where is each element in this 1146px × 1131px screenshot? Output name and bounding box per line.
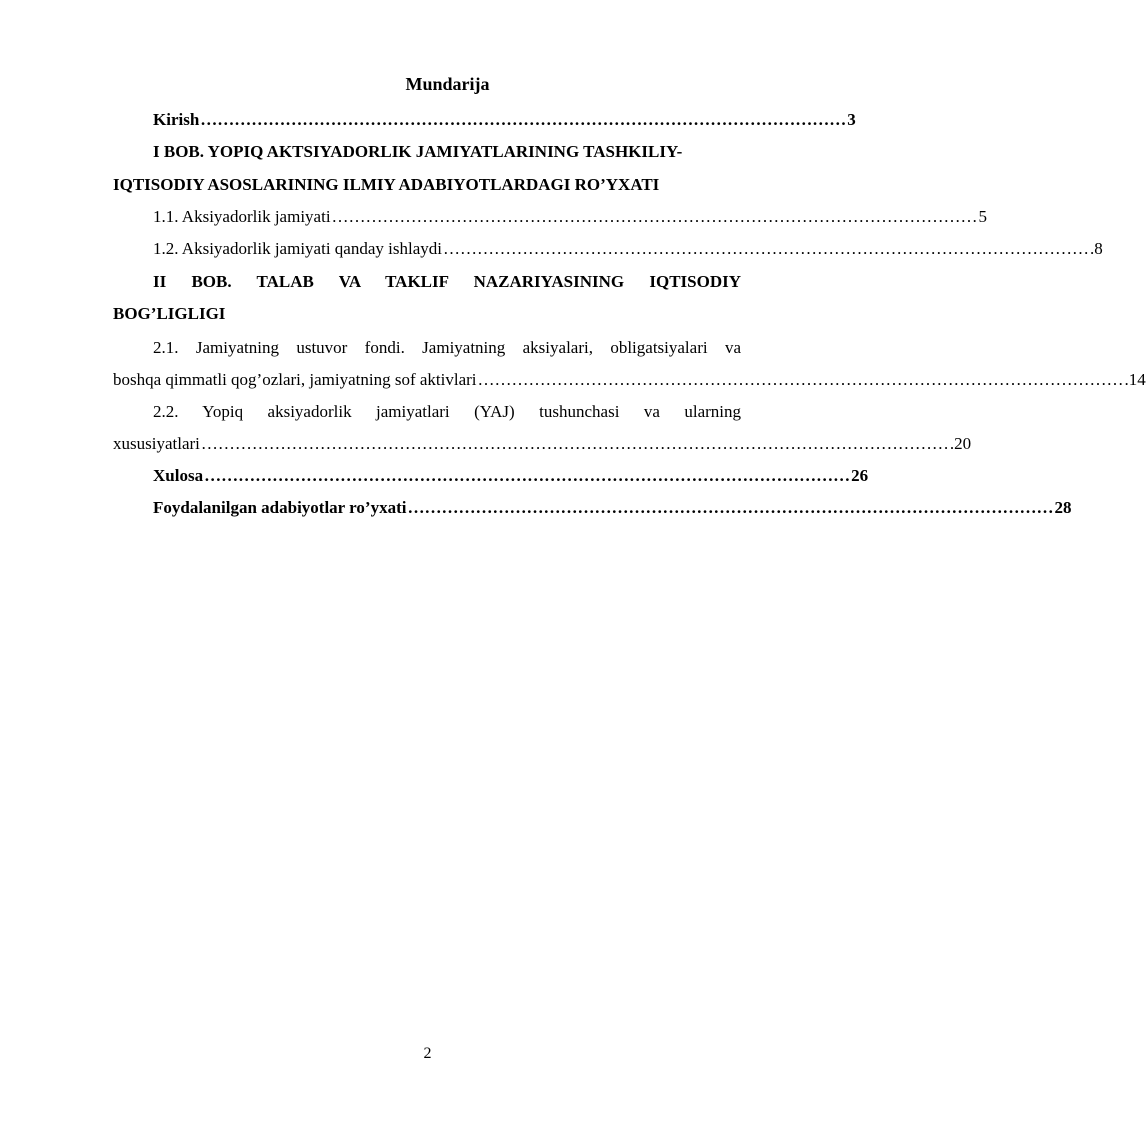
- toc-entry-2-1-line1[interactable]: 2.1. Jamiyatning ustuvor fondi. Jamiyatning aksiyalari, obligatsiyalari va: [153, 338, 741, 357]
- toc-entry-xulosa[interactable]: [113, 464, 869, 488]
- toc-entry-label: Kirish: [153, 110, 200, 129]
- toc-page-number: 28: [1054, 498, 1072, 517]
- toc-page-number: .14: [1124, 370, 1146, 389]
- page-number: 2: [423, 1045, 432, 1062]
- toc-chapter2-line1[interactable]: II BOB. TALAB VA TAKLIF NAZARIYASINING IQTISODIY: [153, 272, 741, 291]
- dot-leader: ……………………………………………………………………………………………………: [407, 498, 1054, 517]
- toc-chapter1-line2[interactable]: IQTISODIY ASOSLARINING ILMIY ADABIYOTLARDAGI RO’YXATI: [113, 175, 660, 194]
- dot-leader: ……………………………………………………………………………………………………: [477, 370, 1124, 389]
- dot-leader: ……………………………………………………………………………………………………: [331, 207, 978, 226]
- dot-leader: ……………………………………………………………………………………………………: [200, 110, 847, 129]
- toc-entry-label: Xulosa: [153, 466, 204, 485]
- toc-page-number: .8: [1089, 239, 1103, 258]
- toc-title: Mundarija: [405, 74, 490, 94]
- toc-entry-label: boshqa qimmatli qog’ozlari, jamiyatning sof aktivlari: [113, 370, 477, 389]
- dot-leader: ……………………………………………………………………………………………………: [204, 466, 851, 485]
- dot-leader: ……………………………………………………………………………………………………………………: [200, 434, 949, 453]
- toc-entry-label: xususiyatlari: [113, 434, 200, 453]
- dot-leader: ……………………………………………………………………………………………………: [442, 239, 1089, 258]
- toc-entry-kirish[interactable]: [113, 108, 856, 132]
- toc-entry-2-2-line2[interactable]: [113, 432, 972, 456]
- toc-entry-foydalanilgan[interactable]: [113, 496, 1072, 520]
- toc-chapter1-line1[interactable]: I BOB. YOPIQ AKTSIYADORLIK JAMIYATLARINING TASHKILIY-: [153, 142, 683, 161]
- toc-entry-1-2[interactable]: [113, 237, 1103, 261]
- toc-page-number: 26: [851, 466, 869, 485]
- toc-chapter2-line2[interactable]: BOG’LIGLIGI: [113, 304, 226, 323]
- toc-entry-2-1-line2[interactable]: [113, 368, 1146, 392]
- toc-page-number: .20: [949, 434, 972, 453]
- toc-entry-label: 1.1. Aksiyadorlik jamiyati: [153, 207, 331, 226]
- toc-entry-1-1[interactable]: [113, 205, 988, 229]
- toc-page-number: 5: [978, 207, 988, 226]
- toc-entry-2-2-line1[interactable]: 2.2. Yopiq aksiyadorlik jamiyatlari (YAJ) tushunchasi va ularning: [153, 402, 741, 421]
- toc-entry-label: 1.2. Aksiyadorlik jamiyati qanday ishlaydi: [153, 239, 442, 258]
- toc-page-number: 3: [847, 110, 856, 129]
- toc-entry-label: Foydalanilgan adabiyotlar ro’yxati: [153, 498, 407, 517]
